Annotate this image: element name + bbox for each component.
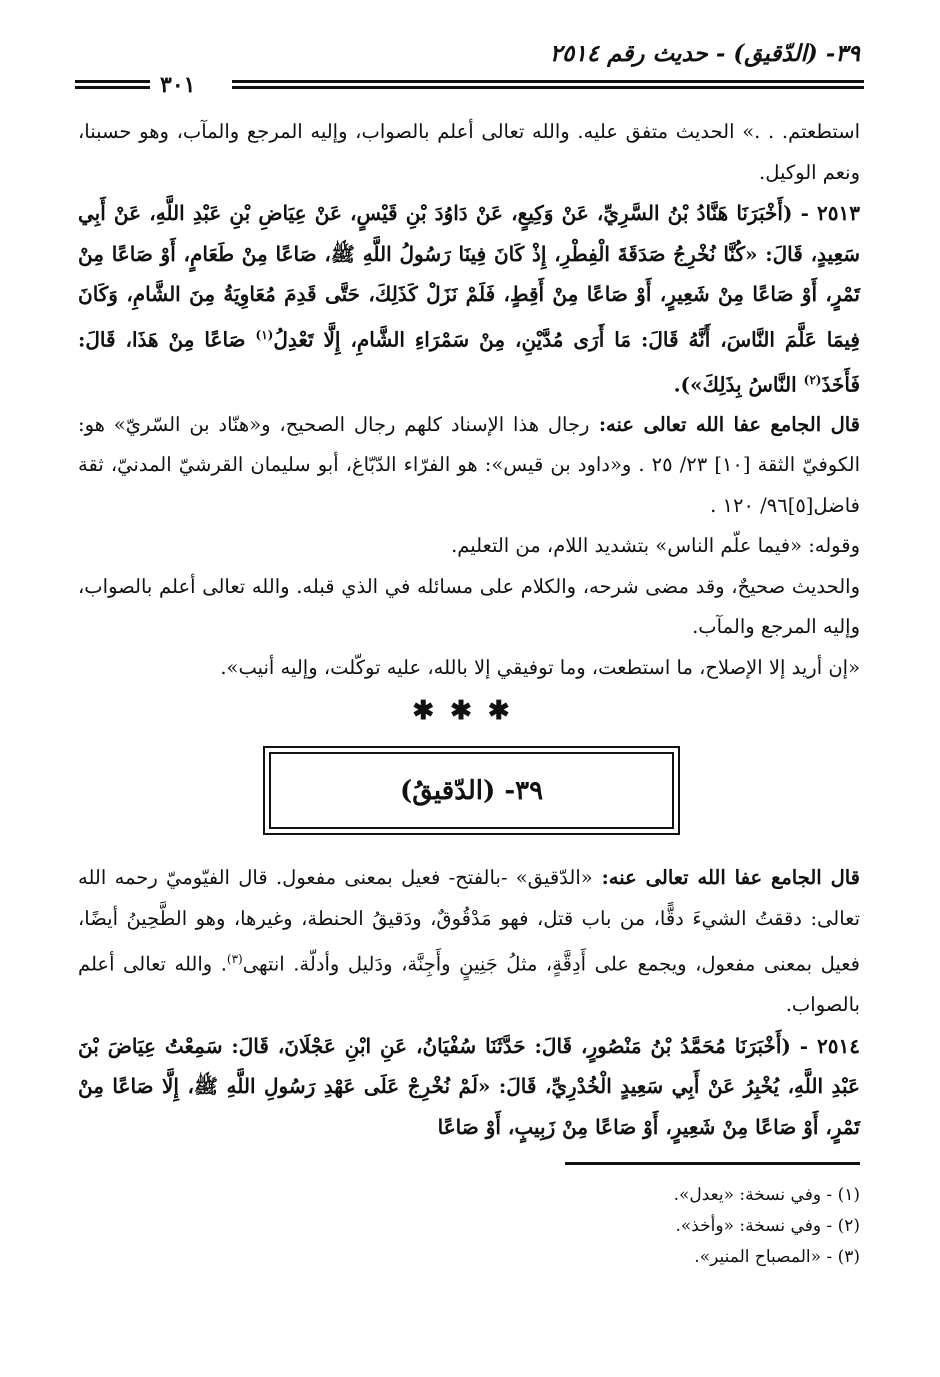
hadith-text-cont: صَاعًا مِنْ هَذَا، قَالَ: فَأَخَذَ [78,327,860,397]
hadith-2514 [78,1026,860,1148]
hadith-close: ). [673,372,691,397]
header-rule-right [232,80,864,89]
jami-label: قال الجامع عفا الله تعالى عنه: [589,412,860,436]
jami-label: قال الجامع عفا الله تعالى عنه: [592,866,860,889]
hadith-text-end: النَّاسُ بِذَلِكَ» [690,372,804,397]
hadith-text: (أَخْبَرَنَا مُحَمَّدُ بْنُ مَنْصُورٍ، قَالَ: حَدَّثَنَا سُفْيَانُ، عَنِ ابْنِ عَجْلَانَ، قَالَ: سَمِعْتُ عِيَاضَ بْنَ عَبْدِ اللَّهِ، يُخْبِرُ عَنْ أَبِي سَعِيدٍ الْخُدْرِيِّ، قَالَ: «لَمْ نُخْرِجْ عَلَى عَهْدِ رَسُولِ اللَّهِ ﷺ، إِلَّا صَاعًا مِنْ تَمْرٍ، أَوْ صَاعًا مِنْ شَعِيرٍ، أَوْ صَاعًا مِنْ زَبِيبٍ، أَوْ صَاعًا [78,1033,860,1139]
commentary-text: «الدّقيق» -بالفتح- فعيل بمعنى مفعول. قال الفيّوميّ رحمه الله تعالى: دققتُ الشيءَ دقًّا، من باب قتل، فهو مَدْقُوقٌ، ودَقيقُ الحنطة، وغيرها، وهو الطَّحِينُ أيضًا، فعيل بمعنى مفعول، ويجمع على أَدِقَّةٍ، مثلُ جَنِينٍ وأَجِنَّة، ودَليل وأدلّة. انتهى [78,866,860,976]
paragraph-continuation: استطعتم. . .» الحديث متفق عليه. والله تعالى أعلم بالصواب، وإليه المرجع والمآب، وهو حسبنا، ونعم الوكيل. [78,120,860,184]
commentary-conclusion: والحديث صحيحٌ، وقد مضى شرحه، والكلام على مسائله في الذي قبله. والله تعالى أعلم بالصواب، وإليه المرجع والمآب. [78,574,860,639]
footnote-1: (١) - وفي نسخة: «يعدل». [673,1185,860,1205]
hadith-number: ٢٥١٤ - [790,1033,860,1058]
footnote-2: (٢) - وفي نسخة: «وأخذ». [675,1216,860,1236]
footnote-3: (٣) - «المصباح المنير». [694,1247,860,1267]
header-rule-left [75,80,150,89]
chapter-heading-inner-frame [269,752,674,829]
main-text-lower [78,858,860,1147]
commentary-word-note: وقوله: «فيما علّم الناس» بتشديد اللام، من التعليم. [451,534,860,558]
closing-supplication: «إن أريد إلا الإصلاح، ما استطعت، وما توفيقي إلا بالله، عليه توكّلت، وإليه أنيب». [220,655,860,679]
footnote-divider [565,1162,860,1165]
footnotes [78,1180,860,1273]
commentary-end: . والله تعالى أعلم بالصواب. [78,952,860,1016]
chapter-commentary [78,858,860,1026]
page-number: ٣٠١ [160,72,196,98]
chapter-heading: ٣٩- (الدّقيقُ) [399,775,544,806]
hadith-text: (أَخْبَرَنَا هَنَّادُ بْنُ السَّرِيِّ، عَنْ وَكِيعٍ، عَنْ دَاوُدَ بْنِ قَيْسٍ، عَنْ عِيَاضِ بْنِ عَبْدِ اللَّهِ، عَنْ أَبِي سَعِيدٍ، قَالَ: «كُنَّا نُخْرِجُ صَدَقَةَ الْفِطْرِ، إِذْ كَانَ فِينَا رَسُولُ اللَّهِ ﷺ، صَاعًا مِنْ طَعَامٍ، أَوْ صَاعًا مِنْ تَمْرٍ، أَوْ صَاعًا مِنْ شَعِيرٍ، أَوْ صَاعًا مِنْ أَقِطٍ، فَلَمْ نَزَلْ كَذَلِكَ، حَتَّى قَدِمَ مُعَاوِيَةُ مِنَ الشَّامِ، وَكَانَ فِيمَا عَلَّمَ النَّاسَ، أَنَّهُ قَالَ: مَا أَرَى مُدَّيْنِ، مِنْ سَمْرَاءِ الشَّامِ، إِلَّا تَعْدِلُ [78,201,860,352]
chapter-heading-box [263,746,680,835]
footnote-ref-1: (١) [255,327,274,342]
section-separator: ✱✱✱ [412,696,526,727]
commentary-text: رجال هذا الإسناد كلهم رجال الصحيح، و«هنّاد بن السّريّ» هو: الكوفيّ الثقة [١٠] ٢٣/ ٢٥ . و«داود بن قيس»: هو الفرّاء الدّبّاغ، أبو سليمان القرشيّ المدنيّ، ثقة فاضل[٥]٩٦/ ١٢٠ . [78,412,860,517]
commentary-isnad [78,405,860,527]
footnote-ref-2: (٢) [803,372,822,387]
footnote-ref-3: (٣) [226,952,243,966]
hadith-number: ٢٥١٣ - [792,201,860,225]
running-header-title: ٣٩- (الدّقيق) - حديث رقم ٢٥١٤ [549,40,860,67]
hadith-2513 [78,193,860,405]
main-text-upper [78,112,860,730]
